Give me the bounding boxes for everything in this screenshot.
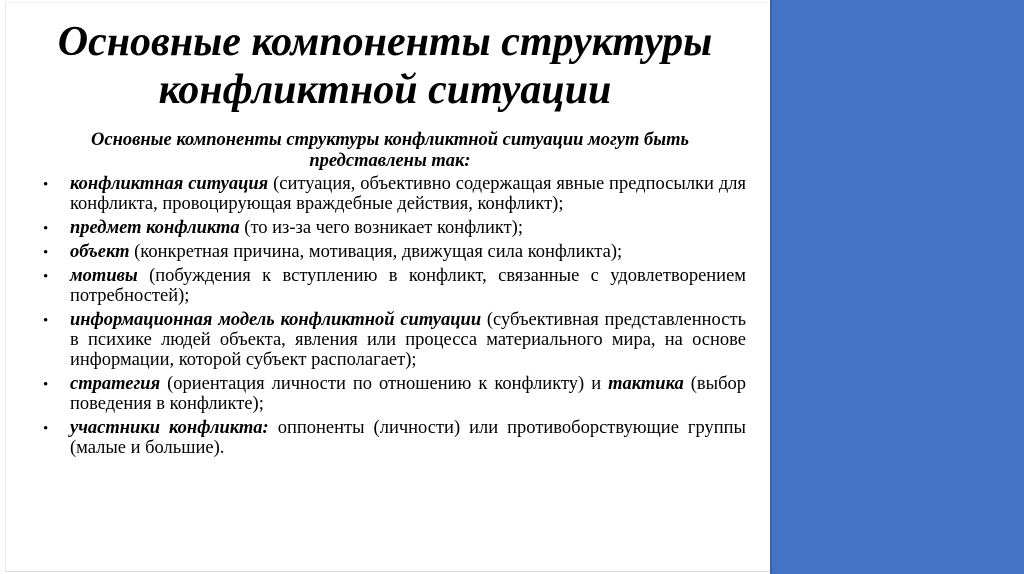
bullet-lead: объект <box>70 242 130 262</box>
bullet-text: (ситуация, объективно содержащая явные предпосылки для конфликта, провоцирующая враждебные действия, конфликт); <box>70 174 746 214</box>
blue-side-panel <box>770 0 1024 574</box>
bullet-item-strategy-tactics <box>43 374 746 414</box>
bullet-marker: • <box>43 421 49 437</box>
bullet-item-participants <box>43 418 746 458</box>
intro-text: Основные компоненты структуры конфликтной ситуации могут быть представлены так: <box>91 130 689 171</box>
bullet-text: (то из-за чего возникает конфликт); <box>239 218 523 238</box>
bullet-lead: стратегия <box>70 374 161 394</box>
bullet-marker: • <box>43 221 49 237</box>
bullet-lead-secondary: тактика <box>608 374 684 394</box>
bullet-marker: • <box>43 377 49 393</box>
bullet-marker: • <box>43 245 49 261</box>
bullet-item-information-model <box>43 310 746 370</box>
bullet-text: оппоненты (личности) или противоборствующие группы (малые и большие). <box>70 418 746 458</box>
bullet-lead: предмет конфликта <box>70 218 240 238</box>
bullet-item-motives <box>43 266 746 306</box>
bullet-marker: • <box>43 269 49 285</box>
bullet-lead: мотивы <box>70 266 138 286</box>
slide-title-line-2: конфликтной ситуации <box>158 67 612 113</box>
bullet-item-subject <box>43 218 746 238</box>
bullet-text: (побуждения к вступлению в конфликт, связанные с удовлетворением потребностей); <box>70 266 746 306</box>
bullet-item-conflict-situation <box>43 174 746 214</box>
slide-title <box>15 18 755 114</box>
slide-title-line-1: Основные компоненты структуры <box>57 19 713 65</box>
bullet-lead: информационная модель конфликтной ситуации <box>70 310 482 330</box>
bullet-item-object <box>43 242 746 262</box>
bullet-text: (субъективная представленность в психике людей объекта, явления или процесса материального мира, на основе информации, которой субъект располагает); <box>70 310 746 370</box>
bullet-lead: участники конфликта: <box>70 418 269 438</box>
bullet-lead: конфликтная ситуация <box>70 174 269 194</box>
bullet-text: (конкретная причина, мотивация, движущая сила конфликта); <box>129 242 623 262</box>
bullet-marker: • <box>43 313 49 329</box>
bullet-marker: • <box>43 177 49 193</box>
bullet-list <box>43 174 746 462</box>
bullet-text: (ориентация личности по отношению к конфликту) и <box>160 374 609 394</box>
bullet-text-secondary: (выбор поведения в конфликте); <box>70 374 746 414</box>
